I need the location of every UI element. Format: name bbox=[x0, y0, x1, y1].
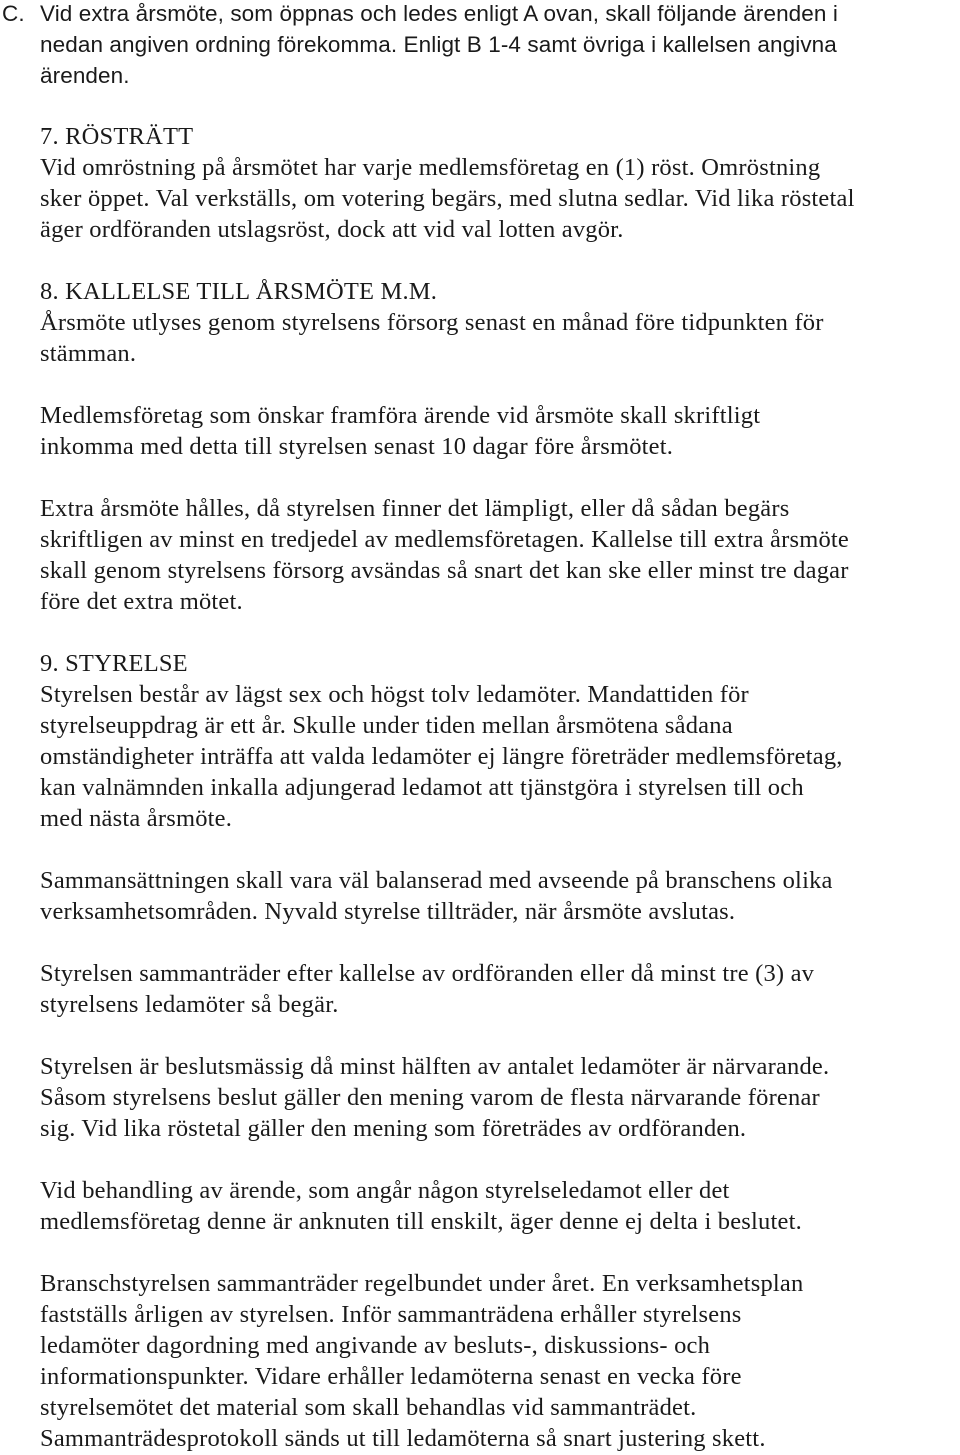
section-9-line: Branschstyrelsen sammanträder regelbundet under året. En verksamhetsplan bbox=[40, 1270, 804, 1297]
section-c-line: nedan angiven ordning förekomma. Enligt B 1-4 samt övriga i kallelsen angivna bbox=[40, 32, 837, 57]
section-9-line: Vid behandling av ärende, som angår någon styrelseledamot eller det bbox=[40, 1177, 730, 1204]
section-8-line: skriftligen av minst en tredjedel av medlemsföretagen. Kallelse till extra årsmöte bbox=[40, 526, 849, 553]
section-9-line: ledamöter dagordning med angivande av besluts-, diskussions- och bbox=[40, 1332, 711, 1359]
section-9-line: informationspunkter. Vidare erhåller ledamöterna senast en vecka före bbox=[40, 1363, 742, 1390]
section-9-line: Sammansättningen skall vara väl balanserad med avseende på branschens olika bbox=[40, 867, 833, 894]
section-8-heading: 8. KALLELSE TILL ÅRSMÖTE M.M. bbox=[40, 278, 438, 305]
section-7-line: Vid omröstning på årsmötet har varje medlemsföretag en (1) röst. Omröstning bbox=[40, 154, 821, 181]
section-9-heading: 9. STYRELSE bbox=[40, 650, 188, 677]
section-9-line: Styrelsen sammanträder efter kallelse av ordföranden eller då minst tre (3) av bbox=[40, 960, 815, 987]
section-8-line: Extra årsmöte hålles, då styrelsen finner det lämpligt, eller då sådan begärs bbox=[40, 495, 790, 522]
section-7-heading: 7. RÖSTRÄTT bbox=[40, 123, 194, 150]
section-9-line: kan valnämnden inkalla adjungerad ledamot att tjänstgöra i styrelsen till och bbox=[40, 774, 804, 801]
section-9-line: styrelseuppdrag är ett år. Skulle under tiden mellan årsmötena sådana bbox=[40, 712, 733, 739]
section-8-line: stämman. bbox=[40, 340, 137, 367]
section-c-marker: C. bbox=[2, 1, 25, 26]
section-8-line: inkomma med detta till styrelsen senast 10 dagar före årsmötet. bbox=[40, 433, 674, 460]
section-8-line: skall genom styrelsens försorg avsändas så snart det kan ske eller minst tre dagar bbox=[40, 557, 849, 584]
section-c-line: ärenden. bbox=[40, 63, 130, 88]
section-9-line: Sammanträdesprotokoll sänds ut till ledamöterna så snart justering skett. bbox=[40, 1425, 766, 1452]
section-9-line: omständigheter inträffa att valda ledamöter ej längre företräder medlemsföretag, bbox=[40, 743, 843, 770]
section-9-line: Styrelsen är beslutsmässig då minst hälften av antalet ledamöter är närvarande. bbox=[40, 1053, 830, 1080]
section-8-line: Medlemsföretag som önskar framföra ärende vid årsmöte skall skriftligt bbox=[40, 402, 761, 429]
section-9-line: Styrelsen består av lägst sex och högst tolv ledamöter. Mandattiden för bbox=[40, 681, 749, 708]
section-7-line: sker öppet. Val verkställs, om votering begärs, med slutna sedlar. Vid lika röstetal bbox=[40, 185, 855, 212]
section-9-line: styrelsens ledamöter så begär. bbox=[40, 991, 339, 1018]
section-9-line: styrelsemötet det material som skall behandlas vid sammanträdet. bbox=[40, 1394, 697, 1421]
section-9-line: fastställs årligen av styrelsen. Inför sammanträdena erhåller styrelsens bbox=[40, 1301, 742, 1328]
section-9-line: sig. Vid lika röstetal gäller den mening som företrädes av ordföranden. bbox=[40, 1115, 747, 1142]
section-9-line: verksamhetsområden. Nyvald styrelse tillträder, när årsmöte avslutas. bbox=[40, 898, 736, 925]
section-8-line: Årsmöte utlyses genom styrelsens försorg senast en månad före tidpunkten för bbox=[40, 309, 824, 336]
section-7-line: äger ordföranden utslagsröst, dock att vid val lotten avgör. bbox=[40, 216, 624, 243]
section-9-line: medlemsföretag denne är anknuten till enskilt, äger denne ej delta i beslutet. bbox=[40, 1208, 802, 1235]
section-8-line: före det extra mötet. bbox=[40, 588, 243, 615]
section-9-line: med nästa årsmöte. bbox=[40, 805, 233, 832]
section-9-line: Såsom styrelsens beslut gäller den mening varom de flesta närvarande förenar bbox=[40, 1084, 820, 1111]
section-c-line: Vid extra årsmöte, som öppnas och ledes enligt A ovan, skall följande ärenden i bbox=[40, 1, 838, 26]
